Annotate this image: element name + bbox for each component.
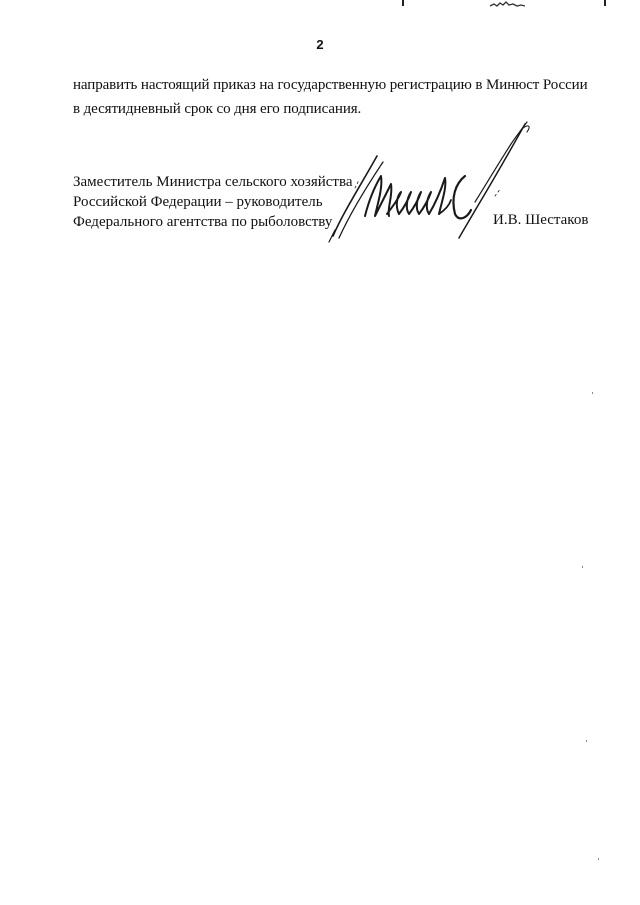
scan-mark <box>402 0 404 6</box>
position-line: Заместитель Министра сельского хозяйства <box>73 174 353 190</box>
signatory-name: И.В. Шестаков <box>493 212 589 228</box>
scan-speck <box>592 392 593 394</box>
scan-stamp-fragment <box>488 0 528 8</box>
scan-speck <box>586 740 587 742</box>
signatory-position <box>73 172 353 232</box>
handwritten-signature <box>325 118 540 273</box>
body-line: в десятидневный срок со дня его подписания. <box>73 101 362 117</box>
position-line: Российской Федерации – руководитель <box>73 194 323 210</box>
position-line: Федерального агентства по рыболовству <box>73 214 333 230</box>
scan-speck <box>598 858 599 860</box>
scan-speck <box>582 566 583 568</box>
scan-mark <box>604 0 606 6</box>
body-line: направить настоящий приказ на государственную регистрацию в Минюст России <box>73 77 588 93</box>
page-number: 2 <box>316 37 324 52</box>
